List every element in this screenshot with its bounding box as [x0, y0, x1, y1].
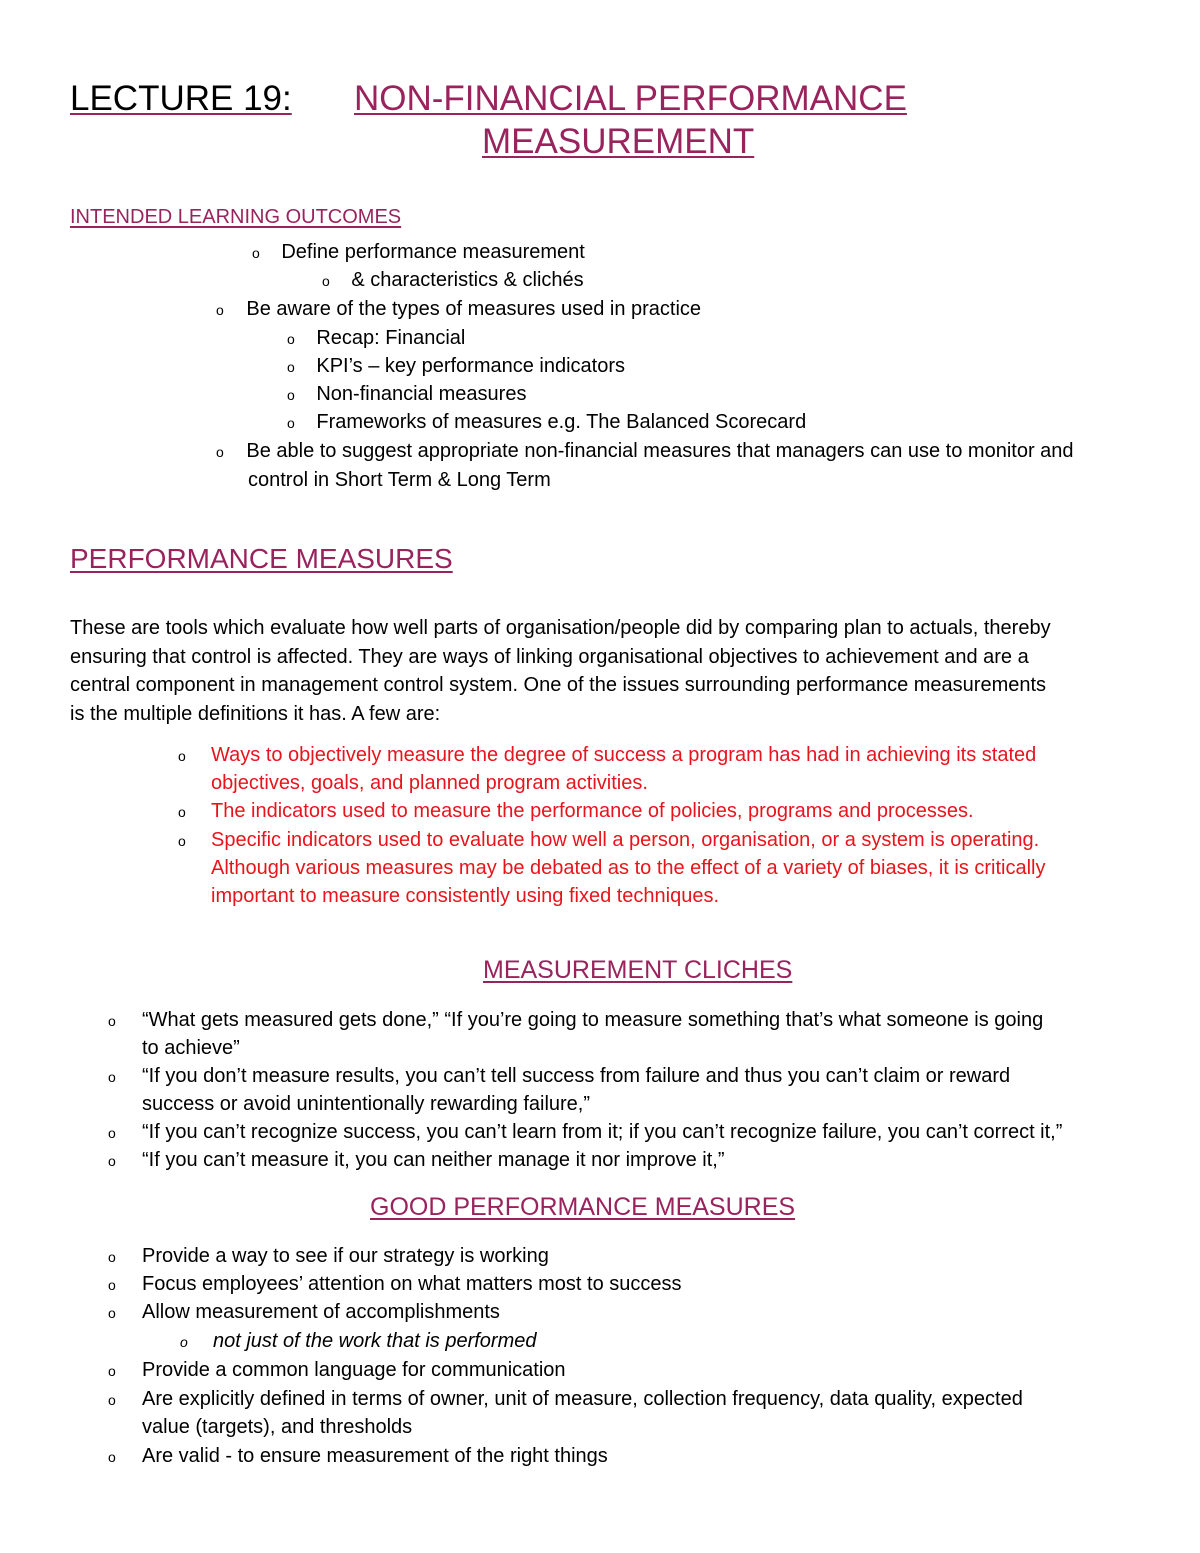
good-measure-bullet [108, 1298, 116, 1327]
good-measure-bullet [108, 1442, 116, 1471]
good-measure-item: Are valid - to ensure measurement of the right things [142, 1445, 608, 1467]
good-measure-bullet [108, 1242, 116, 1271]
good-measure-sub-bullet [180, 1327, 188, 1356]
good-measure-item: Provide a way to see if our strategy is working [142, 1245, 549, 1267]
bullet-icon: o [287, 359, 295, 375]
bullet-icon: o [178, 804, 186, 820]
ilo-subitem: o & characteristics & clichés [322, 269, 584, 291]
definition-text: Ways to objectively measure the degree of success a program has had in achieving its stated objectives, goals, and planned program activities. [211, 744, 1037, 794]
good-measure-subitem: not just of the work that is performed [213, 1330, 537, 1352]
ilo-subitem: o Recap: Financial [287, 327, 466, 349]
definition-item [178, 741, 186, 770]
cliche-bullet [108, 1118, 116, 1147]
bullet-icon: o [108, 1013, 116, 1029]
performance-measures-heading: PERFORMANCE MEASURES [70, 543, 453, 574]
bullet-icon: o [287, 331, 295, 347]
title-lecture-number: LECTURE 19: [70, 79, 292, 118]
cliche-item: “If you can’t recognize success, you can’t learn from it; if you can’t recognize failure, you can’t correct it,” [142, 1121, 1063, 1143]
cliche-bullet [108, 1062, 116, 1091]
bullet-icon: o [287, 415, 295, 431]
cliche-item: “What gets measured gets done,” “If you’re going to measure something that’s what someone is going to achieve” [142, 1009, 1044, 1059]
good-measure-bullet [108, 1270, 116, 1299]
ilo-item: o Be able to suggest appropriate non-financial measures that managers can use to monitor and [216, 440, 1074, 462]
definition-text: The indicators used to measure the performance of policies, programs and processes. [211, 800, 974, 822]
cliche-bullet [108, 1006, 116, 1035]
cliche-item: “If you can’t measure it, you can neither manage it nor improve it,” [142, 1149, 725, 1171]
bullet-icon: o [322, 273, 330, 289]
bullet-icon: o [287, 387, 295, 403]
bullet-icon: o [252, 245, 260, 261]
ilo-item: o Define performance measurement [252, 241, 585, 263]
bullet-icon: o [108, 1449, 116, 1465]
good-measure-item: Provide a common language for communication [142, 1359, 566, 1381]
bullet-icon: o [178, 833, 186, 849]
cliche-item: “If you don’t measure results, you can’t tell success from failure and thus you can’t claim or reward success or avoid unintentionally rewarding failure,” [142, 1065, 1011, 1115]
good-measure-item: Focus employees’ attention on what matters most to success [142, 1273, 682, 1295]
ilo-subitem: o Non-financial measures [287, 383, 527, 405]
ilo-item: o Be aware of the types of measures used in practice [216, 298, 702, 320]
ilo-subitem: o KPI’s – key performance indicators [287, 355, 626, 377]
good-measure-bullet [108, 1356, 116, 1385]
bullet-icon: o [216, 444, 224, 460]
ilo-section [0, 0, 1200, 490]
ilo-subitem: o Frameworks of measures e.g. The Balanced Scorecard [287, 411, 807, 433]
title-topic-line1: NON-FINANCIAL PERFORMANCE [354, 79, 907, 118]
good-measure-item: Allow measurement of accomplishments [142, 1301, 500, 1323]
bullet-icon: o [108, 1153, 116, 1169]
bullet-icon: o [178, 748, 186, 764]
definition-item [178, 826, 186, 855]
bullet-icon: o [108, 1305, 116, 1321]
bullet-icon: o [216, 302, 224, 318]
ilo-heading: INTENDED LEARNING OUTCOMES [70, 206, 402, 228]
ilo-item-continuation: control in Short Term & Long Term [248, 469, 551, 490]
bullet-icon: o [108, 1069, 116, 1085]
bullet-icon: o [108, 1392, 116, 1408]
good-measure-item: Are explicitly defined in terms of owner, unit of measure, collection frequency, data quality, expected value (targets), and thresholds [142, 1388, 1023, 1438]
measurement-cliches-heading: MEASUREMENT CLICHES [483, 956, 793, 984]
performance-measures-paragraph: These are tools which evaluate how well parts of organisation/people did by comparing plan to actuals, thereby ensuring that control is affected. They are ways of linking organisational objectives to achievement and are a central component in management control system. One of the issues surrounding performance measurements is the multiple definitions it has. A few are: [70, 617, 1051, 725]
bullet-icon: o [108, 1363, 116, 1379]
cliche-bullet [108, 1146, 116, 1175]
good-measure-bullet [108, 1385, 116, 1414]
good-performance-measures-heading: GOOD PERFORMANCE MEASURES [370, 1193, 796, 1221]
title-topic-line2: MEASUREMENT [482, 122, 755, 161]
definition-item [178, 797, 186, 826]
bullet-icon: o [108, 1249, 116, 1265]
definition-text: Specific indicators used to evaluate how well a person, organisation, or a system is operating. Although various measures may be debated as to the effect of a variety of biases, it is critically important to measure consistently using fixed techniques. [211, 829, 1046, 907]
bullet-icon: o [180, 1334, 188, 1350]
bullet-icon: o [108, 1125, 116, 1141]
bullet-icon: o [108, 1277, 116, 1293]
